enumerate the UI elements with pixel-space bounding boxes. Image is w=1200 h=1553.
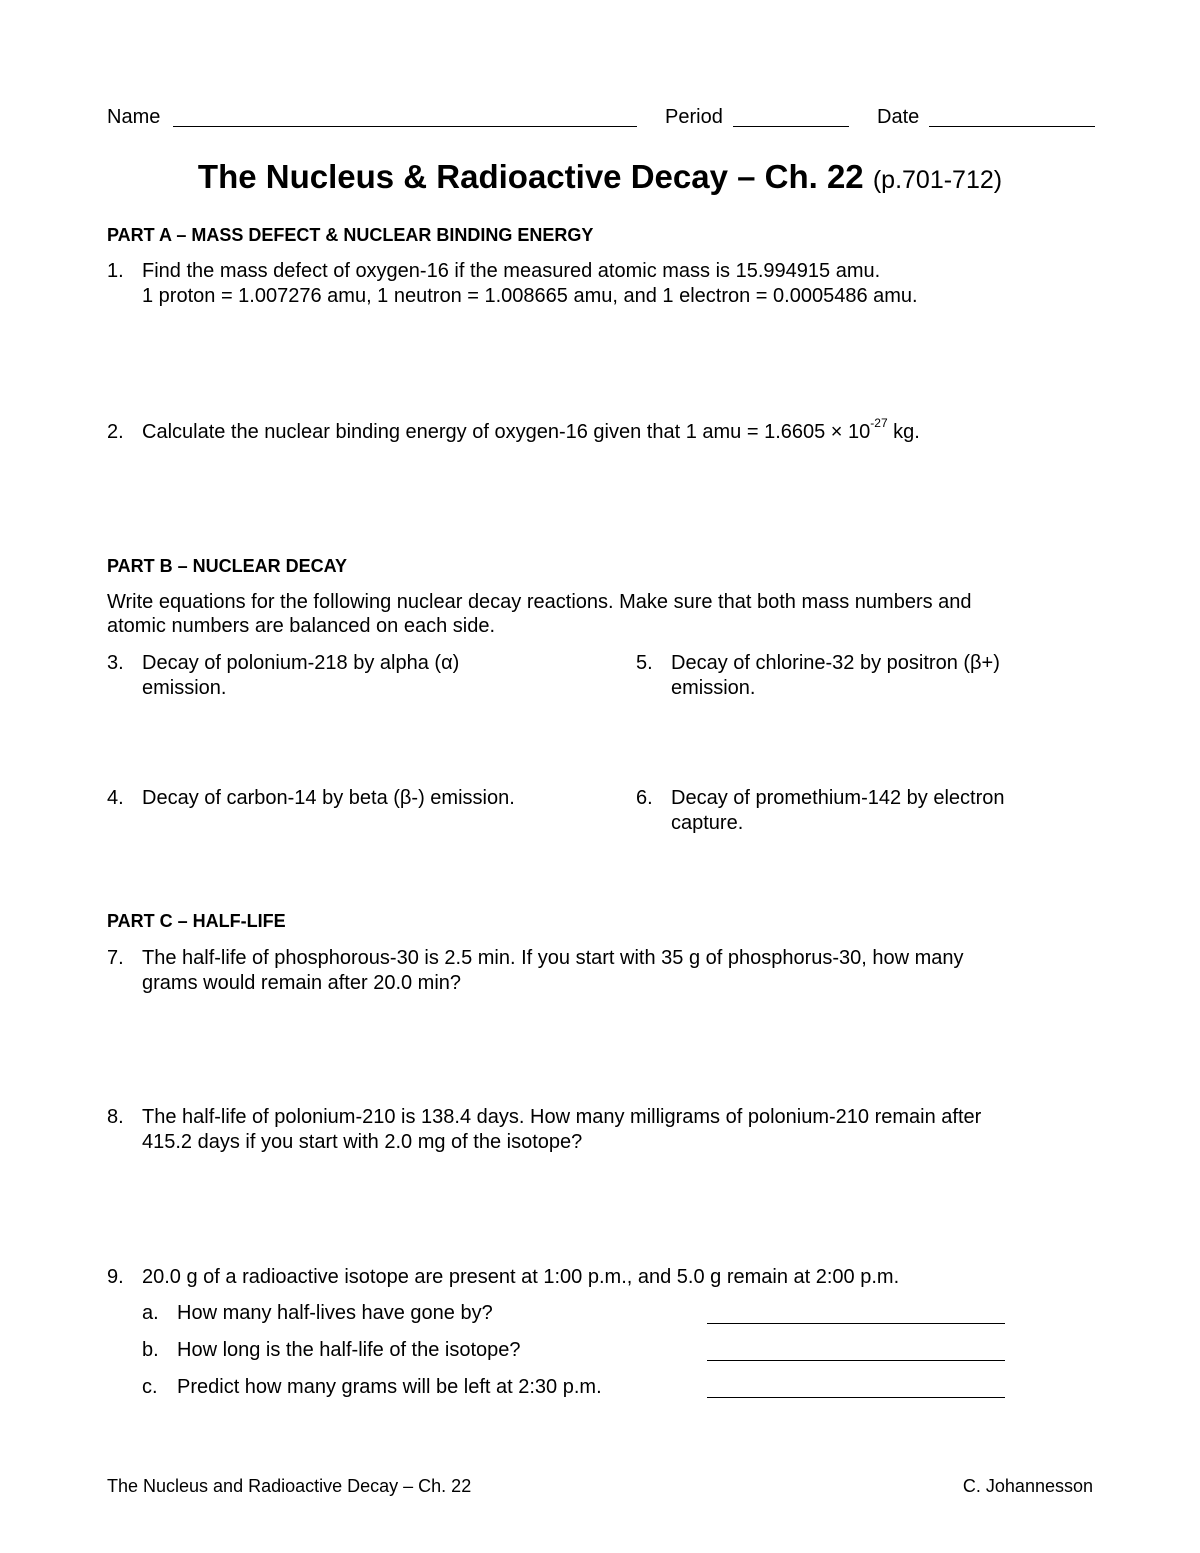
exponent: -27 [870,416,888,431]
question-text: emission. [142,677,227,699]
period-label: Period [665,106,723,128]
subquestion-letter: b. [142,1339,159,1361]
period-field[interactable] [733,106,849,127]
part-b-intro: Write equations for the following nuclear decay reactions. Make sure that both mass numbers and [107,591,972,613]
footer-left: The Nucleus and Radioactive Decay – Ch. 22 [107,1476,472,1496]
question-text: emission. [671,677,756,699]
question-text: 20.0 g of a radioactive isotope are present at 1:00 p.m., and 5.0 g remain at 2:00 p.m. [142,1266,900,1288]
question-number: 3. [107,652,124,674]
question-number: 4. [107,787,124,809]
question-number: 8. [107,1106,124,1128]
part-b-heading: PART B – NUCLEAR DECAY [107,556,348,576]
header-row [107,106,1097,132]
question-number: 5. [636,652,653,674]
question-text: The half-life of phosphorous-30 is 2.5 min. If you start with 35 g of phosphorus-30, how many [142,947,964,969]
answer-line-c[interactable] [707,1397,1005,1398]
part-b-intro: atomic numbers are balanced on each side. [107,615,496,637]
question-text-unit: kg. [887,421,920,443]
subquestion-text: How many half-lives have gone by? [177,1302,493,1324]
title-main: The Nucleus & Radioactive Decay – Ch. 22 [197,158,864,195]
title-pages: (p.701-712) [872,166,1003,194]
question-number: 6. [636,787,653,809]
question-text: Find the mass defect of oxygen-16 if the measured atomic mass is 15.994915 amu. [142,260,881,282]
question-text: 1 proton = 1.007276 amu, 1 neutron = 1.008665 amu, and 1 electron = 0.0005486 amu. [142,285,918,307]
subquestion-letter: c. [142,1376,158,1398]
question-number: 2. [107,421,124,443]
subquestion-text: Predict how many grams will be left at 2:30 p.m. [177,1376,602,1398]
question-number: 1. [107,260,124,282]
question-text: grams would remain after 20.0 min? [142,972,462,994]
question-text: Decay of polonium-218 by alpha (α) [142,652,460,674]
date-label: Date [877,106,920,128]
answer-line-b[interactable] [707,1360,1005,1361]
page-title [0,158,1200,196]
subquestion-letter: a. [142,1302,159,1324]
part-c-heading: PART C – HALF-LIFE [107,911,286,931]
question-text-main: Calculate the nuclear binding energy of oxygen-16 given that 1 amu = 1.6605 × 10 [142,421,871,443]
question-text: Decay of carbon-14 by beta (β-) emission. [142,787,515,809]
footer-right: C. Johannesson [962,1476,1093,1496]
question-text: capture. [671,812,744,834]
question-number: 9. [107,1266,124,1288]
question-text: 415.2 days if you start with 2.0 mg of the isotope? [142,1131,583,1153]
part-a-heading: PART A – MASS DEFECT & NUCLEAR BINDING ENERGY [107,225,594,245]
question-text: Decay of promethium-142 by electron [671,787,1005,809]
question-text: The half-life of polonium-210 is 138.4 days. How many milligrams of polonium-210 remain after [142,1106,982,1128]
date-field[interactable] [929,106,1095,127]
answer-line-a[interactable] [707,1323,1005,1324]
question-number: 7. [107,947,124,969]
name-label: Name [107,106,161,128]
question-text [142,416,920,444]
subquestion-text: How long is the half-life of the isotope? [177,1339,521,1361]
name-field[interactable] [173,106,637,127]
question-text: Decay of chlorine-32 by positron (β+) [671,652,1000,674]
